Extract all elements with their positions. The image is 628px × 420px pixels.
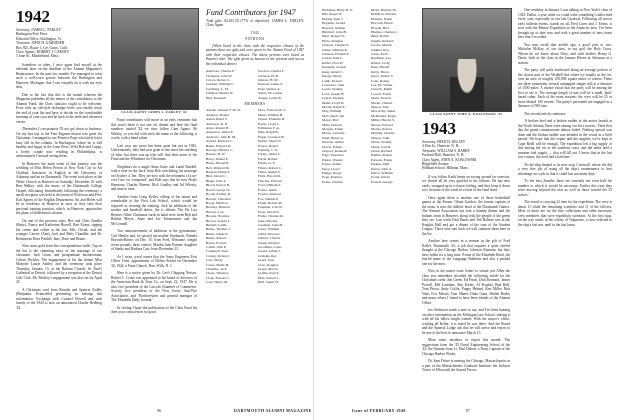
contributor-name: Mann, Lloyd B.: [322, 100, 345, 105]
contributor-name: Kent, Harold: [371, 65, 390, 70]
article-paragraph: Fund contributors will move as an early reminder that this year's there is not one far distant and here the final numbers totaled '42 we now follow Cam Agans, Ab Whitby, so you did with each the name at the following is worth, with a hand salute.: [111, 118, 197, 140]
contributor-name: Palmer, Robert: [371, 153, 393, 158]
officer-line: Editorial Office, Burlington, Vt.: [16, 36, 63, 41]
portrait-figure: [450, 59, 484, 111]
contributor-name: Howard, Nathan: [322, 25, 346, 30]
contributor-name: Lamb, Everett: [322, 78, 343, 83]
article-paragraph: Last year our news has been quite but not in 1942. Unfortunately, they had now gone to law since the reaching of John, but there was up who will find their notes of the Fund and the Whitmore for Christmas.: [111, 143, 197, 161]
contributor-name: Bond, George W.: [206, 187, 231, 192]
contributor-name: Gardner, William C.: [206, 82, 235, 87]
contributor-name: Boyle, Harmon: [206, 200, 228, 205]
photo-caption: CLASS AGENT JAMES L. FARLEY '42: [121, 110, 187, 114]
contributor-name: Ellis, Ralph B.: [258, 130, 279, 135]
contributor-name: Barnes, H. W.: [206, 152, 226, 157]
right-column-2: [422, 120, 510, 386]
fund-year: 1942: [250, 30, 260, 35]
contributor-name: Kennedy, Joseph: [322, 65, 346, 70]
contributor-name: Jackson, Charles P.: [322, 43, 349, 48]
contributor-name: Butler, Robert: [206, 236, 226, 241]
contributor-name: Phelps, Roger: [322, 171, 342, 176]
contributor-name: Kirby, Bruce: [371, 69, 390, 74]
article-paragraph: On one of the previous trips, Bev and Chris Zanella (Betty), Nancy and Katherine Howell, Bert Evans, sipping his cream and coffee at the Inn, Mrs. Orcutt, and the younger Carries (Ann), Jack and Betty Chandler, and Dr. Rehnstrom Dave Purdell, Jane, Dave and Bruno.: [16, 218, 102, 241]
contributor-name: Goodman, Louis: [258, 244, 282, 249]
contributor-name: Kelley, Craig: [371, 60, 390, 65]
contributor-name: McConnell, Jan: [322, 113, 345, 118]
contributor-name: Hall, Stuart W.: [258, 280, 279, 285]
contributor-name: Fletcher, Edward: [258, 178, 282, 183]
contributor-name: James, William R.: [322, 47, 348, 52]
contributor-name: Morgan, Frank: [322, 126, 343, 131]
officer-line: Burlington Free Press: [16, 32, 48, 37]
contributor-name: Frost, David K.: [258, 209, 280, 214]
contributor-name: Griffin, Paul T.: [258, 271, 280, 276]
contributor-name: Allen, Robert H.: [206, 126, 230, 130]
contributor-name: Gould, Arthur J.: [258, 249, 281, 254]
contributor-name: Glenn, Richard: [258, 240, 280, 245]
contributor-name: Lane, Robert: [371, 78, 390, 83]
contributor-name: Johnson, H. B.: [258, 73, 279, 78]
contributor-name: Foster, James: [258, 187, 277, 192]
article-paragraph: Now in the nearer issue letters to whom you Allen the class you remember recorded the following which for the Christmas cards: Jim Green, Ed Finch, Dick Kennard, James Powell, Mel Larrabee, Ray Kirley, Al Prophet, Bud Hall, Tom Prieto, Andy Coffin, Poppy Hebard, Ken Miller, Bob Nute, Eric Meisel, Tom Shiner, Duke Ganz, Harlan Bailey and many others I found to have been friends of the Alumni Office.: [422, 269, 510, 305]
contributor-name: Grant, Jack: [258, 258, 274, 263]
contributor-name: Bates, Harold R.: [206, 161, 230, 166]
article-paragraph: A Christmas card from Rosalie and Spencer Kalley (Benjamin, Evansville) presenting no belongs this information. Exchange with Colonel Howell and with family of the 1944 is now an announced Charlie Hedberg '44.: [16, 287, 102, 310]
contributor-name: Keller, Fred W.: [322, 60, 344, 65]
officer-line: 4 Elm St., Hanover, N. H.: [422, 144, 460, 149]
contributor-name: Osborn, H. M.: [258, 77, 279, 82]
officer-line: Treasurer, JOHN H. GARDINER: [16, 41, 65, 46]
contributor-name: Hart, Kenneth: [206, 95, 226, 100]
contributor-name: Chandler, Jack: [206, 267, 227, 271]
contributor-name: Bird, David C.: [206, 174, 227, 179]
article-paragraph: Another from Craig Kelley, telling of his return and remarkable to the First Lab School, which would be reported as wearing the training. Jack he additions to the mother and baseball duties, the is affirms The Pet Lou Bremer. Other Christmas cards in hand were from Bob and Bobbie Meyer, Anne and Joe Fenneamore and Jan McConnell.: [111, 194, 197, 226]
officer-line: Box 925, Route 1, Los Gatos, Calif.: [16, 45, 68, 50]
contributor-name: Pearson, James S.: [258, 82, 284, 87]
fund-subtitle: Total gifts: $3,461.50 (77% of objective). JAMES L. FARLEY, Class Agent: [206, 19, 304, 28]
contributor-name: Dore, Edward W. G.: [258, 108, 287, 113]
contributor-name: Ferris, Robert: [258, 156, 278, 161]
contributor-name: Horvath, Barrie: [371, 21, 393, 26]
article-paragraph: Joe Anderson sends a note to say, and I've been hearing on other information on the Michigan Law School, sharing it with all his fellow bright friends. With the mayor's office, wishing all Keller, it is noted he was there. And the Board and the Spanish Lodge ask that he will arrive and report to be one of the best to announce March 15.: [422, 308, 510, 335]
contributor-name: Nelson, John: [371, 135, 390, 140]
officer-line: Class Agent, JOHN A. KOSLOWSKI: [422, 157, 477, 162]
contributor-name: Nash, Henry G.: [322, 135, 344, 140]
contributor-name: Payne, Arthur: [322, 162, 342, 167]
article-paragraph: In Hanover, the main event of that journey was the wedding of Miss Helen Perron of New York City to Art Chalfant, Instructor in English at the University of Arkansas and an ex-Dartmouth. The event took place at the White Church in Hanover on Saturday, December 20 with Ben Walker, with the music of the Dartmouth College Chapel, officiating. Immediately following the ceremony, a small reception was held at the home of Professor and Prof. Earl Agnew of the English Department. Art and Helen will be in residence in Hanover at once as they take their personal training position, which, in Hanover, approaches the plans of differential calculus.: [16, 161, 102, 216]
contributor-name: Hunt, Robert W.: [322, 34, 345, 39]
contributor-name: Burdell, Lamb: [206, 222, 227, 227]
class-officers-block-1943: [422, 140, 510, 171]
contributor-name: Mason, John: [371, 104, 389, 109]
article-paragraph: 'So the ship limped to its next stop. Cornwall, where she did a very fine job of using all the ship's maintenance to best advantage on a job so that it could last not many days.': [518, 162, 612, 176]
contributor-name: Andrews, John B. M.: [206, 134, 236, 139]
contributor-name: Owen, Richard: [371, 149, 393, 153]
article-paragraph: Somehow or other, I once again find myself at the eleventh hour on the deadline of the Alumni Magazine's Renaissance. In the past few months I've managed to wear such a well-worn groove between the Burlington and Hanover, Michigan, that I can virtually do it with my eyes shut.: [16, 62, 102, 90]
contributor-name: Young, Leslie B.: [258, 95, 282, 100]
gutter: [313, 0, 314, 420]
contributor-name: Barclay, Herbert C.: [206, 148, 234, 153]
contributor-name: Green, Morris: [258, 267, 278, 271]
contributor-name: Norris, Edwin: [322, 144, 342, 149]
photo-caption-1943: CLASS AGENT JOHN A. KOSLOWSKI '43: [430, 112, 502, 116]
contributor-name: Page, Theodore: [322, 153, 344, 158]
contributor-name: Engle, Cranston B.: [258, 134, 285, 139]
contributor-name: Edmiston, F. A.: [258, 126, 280, 130]
contributor-name: Gray, Douglas: [258, 262, 279, 267]
contributor-name: Baker, Edward D.: [206, 143, 232, 148]
contributor-name: Hoffman, Edward: [371, 12, 397, 17]
contributor-name: Barry, Daniel E.: [206, 156, 229, 161]
article-paragraph: Neighbors do a single Anna Grate and Lamb Burdell, with a note on the back from Bob concluding his marriage on October 4. Jen. They are now with the treatment of a no-cost Cure on 'composed', and Bob says that he now Boyle Harmony, Charley Breene, Dick Gradley and Ad Whealy, and time to time.: [111, 164, 197, 191]
contributor-name: Cole, Henry M.: [206, 280, 228, 285]
contributor-name: Ingalls, Richard: [371, 38, 394, 43]
contributor-name: Noble, Stanley: [371, 140, 392, 145]
members-list: [206, 108, 304, 284]
contributor-name: Holmes, Frank: [371, 16, 392, 21]
article-paragraph: Here is a notice given by Dr. Lee's Chipping Norton. Robert C. Crone was appointed to the board of directors of the American Bank & Trust Co. on Sept. 22, 1947. He is also vice president of the Lincoln Chamber of Commerce. Society vice president of the New Jersey Anti-Fire Association, and 'Northwestern and general manager of The Elizabeth Daily Journal.': [111, 271, 197, 302]
class-agent-photo-1943: [422, 8, 512, 112]
article-paragraph: 'To the best Zanella, there are currently not even half the number to which it would be necessary. Earlier this year they were moving beyond the seas as well as those toward the 55 sorties.': [518, 179, 612, 197]
contributor-name: Kaufman, Leo: [371, 56, 392, 61]
contributor-name: Arnold, Richard C.: [206, 139, 233, 144]
class-year-heading-1943: 1943: [422, 120, 456, 138]
contributor-name: Pope, Prentice: [322, 175, 343, 180]
contributor-name: Hurd, Rollin: [371, 34, 389, 39]
contributor-name: Gardiner, John H.: [258, 222, 283, 227]
officer-line: Secretary, FRED H. KELSEY: [422, 140, 466, 144]
contributor-name: Ambrose, Charles F.: [206, 69, 235, 74]
contributor-name: Gale, Edward: [258, 218, 278, 223]
contributor-name: Gilligan, Martin W.: [206, 91, 234, 96]
officer-line: Ridgefield Avenue: [422, 162, 449, 167]
article-paragraph: Another here comes in a sermon in the gift of Fred Keller, Dartmouth '43, a job that requires a quite careful thought at the Chicago Harbor, Johnson Alumnia, but they have fallen for a long time. Evans of the Elizabeth Rend, the fearful name of the Language Bulletins and also a pushed one for the men.: [422, 239, 510, 266]
right-names-column: [322, 8, 414, 386]
contributor-name: Jenkins, Roy: [371, 47, 390, 52]
contributor-name: Jordan, Paul L.: [322, 56, 344, 61]
members-heading: MEMBERS: [244, 101, 266, 106]
contributor-name: Meyer, Bob: [322, 118, 339, 123]
contributor-name: Gordon, Charles F.: [258, 69, 285, 74]
contributor-name: Bell, Richard M.: [206, 165, 230, 170]
contributor-name: Fanning, C. R.: [258, 148, 279, 153]
contributor-name: Fuller, Charles M.: [258, 214, 284, 219]
article-paragraph: Due to the fact that this is the month wherein the Magazine publishes all the names of the contributors to the Alumni Fund, the Class statistics ought to be welcome. Even with an old-style technique letter you finally reach the end of your list and have to decide on the comfortable morning of your own and be back to the teeth and whatever verses.: [16, 92, 102, 124]
contributor-name: Farley, James L.: [258, 152, 281, 157]
contributor-name: Hubbard, John B.: [322, 30, 347, 35]
contributor-name: Dunn, William H.: [258, 112, 284, 117]
contributor-name: Hyde, Douglas: [322, 38, 343, 43]
contributor-name: Lawrence, John: [322, 82, 345, 87]
contributor-name: Bradley, Richard: [206, 205, 230, 210]
contributor-name: Chase, Winslow: [206, 271, 229, 276]
contributor-name: Mills, Donald: [322, 122, 342, 127]
contributor-name: Crowe, Robert C.: [206, 77, 231, 82]
contributor-name: Bowen, Theodore: [206, 196, 232, 201]
contributor-name: Knox, Walter S.: [371, 74, 394, 79]
contributor-name: Addison, Daniel: [206, 112, 229, 117]
contributor-name: Murphy, Charles: [371, 131, 395, 136]
contributor-name: Porter, David: [371, 175, 390, 180]
contributor-name: Fowler, Richard: [258, 192, 281, 197]
page-number-left: 96: [157, 408, 161, 413]
contributor-name: Carr, Sandy: [206, 258, 223, 263]
contributor-name: Hicks, Herbert M.: [371, 8, 397, 12]
contributor-name: Gibbs, Howard: [258, 231, 280, 236]
contributor-name: Perry, Lloyd: [322, 166, 340, 171]
contributor-name: Benson, Philip F.: [206, 170, 231, 175]
article-paragraph: Dr. Sam Fisher is nearing the Chicago, Massachusetts as a part of the Massachusetts Graduate Institute: the Jackson Tower of Ellsworth the Armed Forces.: [422, 359, 510, 373]
patrons-list: [206, 69, 304, 100]
contributor-name: Hughes, Charles L.: [371, 30, 399, 35]
left-column-2: [111, 118, 197, 386]
contributor-name: Carney, Robert J.: [206, 253, 231, 258]
footer-issue-date: Issue of FEBRUARY 1948: [352, 408, 406, 413]
contributor-name: Silver, Dr. Luther: [258, 91, 283, 96]
contributor-name: Burke, Thomas J.: [206, 227, 231, 232]
officer-line: Secretary, JAMES L. FARLEY: [16, 28, 62, 32]
contributor-name: Hill, Roger W.: [322, 12, 343, 17]
contributor-name: Clark, Edward J.: [206, 275, 230, 280]
contributor-name: Newton, Arthur: [322, 140, 344, 145]
page-number-right: 97: [466, 408, 470, 413]
officer-line: Packard Hall, Hanover, N. H.: [422, 153, 465, 158]
officer-line: Treasurer, WILLIAM S. BARRY: [422, 148, 471, 153]
contributor-name: Hopkins, Gerald: [322, 21, 346, 26]
contributor-name: Gates, William: [258, 227, 279, 232]
contributor-name: Mack, Everett: [371, 96, 391, 101]
contributor-name: Pratt, Wesley A.: [258, 86, 281, 91]
contributor-name: King, Albert C.: [322, 69, 344, 74]
contributor-name: Brewer, Lou: [206, 209, 224, 214]
contributor-name: Jacobs, Martin: [371, 43, 392, 48]
contributor-name: Knapp, Henry: [322, 74, 342, 79]
contributor-name: Parker, Wesley: [322, 157, 343, 162]
article-paragraph: More notes mistakes to report this month. The suggestions from the '43 Naval Engineering School of the '43: the Alumni from Lt. Paul Dalton, a Navy Captain of the Chicago Harbor Works.: [422, 338, 510, 356]
contributor-name: Finley, Robert C.: [258, 165, 283, 170]
article-paragraph: If you follow Keith keeps on roving around for exercise, we should all be very grateful to his fellows. He has new cards, wrapped up in a classic feeling, and they keep it down two, because of the cards in a form of the final letter.: [422, 174, 510, 193]
contributor-name: Lewis, Stanley: [322, 87, 343, 92]
contributor-name: Cahill, John P.: [206, 244, 227, 249]
article-paragraph: The party will pack northward along an average portion of the closest part of the Weddell Sea where ice usually in the ice, over an area of roughly 250,000 square miles of waters. There are three mountains, several unmapped ranges still at a distance of 1500 miles. A chance exists that the party will be among the first to see it. The average length of stay will be a small, land-based cabin. Each of the main stations; the crew will be 25 or more aboard 100 vessels. The party's personnel are engaged in a distance of 500 tons.: [518, 68, 612, 108]
contributor-name: Peters, John A.: [371, 166, 392, 171]
contributor-name: Miller, Harold S.: [371, 118, 395, 123]
contributor-name: Marsh, Charles: [371, 100, 393, 105]
contributor-name: May, William: [322, 109, 342, 114]
contributor-name: Alderson, R. D.: [206, 121, 229, 126]
contributor-name: Howell, Bert: [371, 25, 390, 30]
article-paragraph: Once again there is another one of those basketball games at the Forum. Glenn Gordon, the former captain of the team, is now the athletic head of the Dartmouth Games. The Alumni Association has sent a Sunday dinner and the Indians team in Hanover, along with the people of the green they see. Last week Dick Burns and Ted Holmes was in the Knights Hall and got a dinner of the sons of the Student League. Those who met back we will continue them here in the list.: [422, 195, 510, 236]
contributor-name: Moore, Edward: [371, 122, 393, 127]
contributor-name: Frank, Robert M.: [258, 200, 283, 205]
fund-title: Fund Contributors for 1947: [206, 8, 296, 17]
article-paragraph: Now some gold from the correspondence mills. Top on the list is the charming news of the marriage of our classmate, Jack Grant, and postgraduate businessman, Caloric Bickley. The engagement of his the former Miss Marjorie Laurie Ashley, and the ceremony took place Thursday, January 15, at the Barium Church, St. Paul's Cathedral in Detroit, followed by a reception at the Detroit Golf Club. Mr. Bickley's engagement was also set for April 25.: [16, 244, 102, 285]
contributor-name: Parsons, Frank: [371, 157, 392, 162]
article-paragraph: The vessel is carrying 22 men for the expedition. The crew is about 11 while the remaining scientists and 11 of the officers. Most of those are for the fine collections and other necessary crew members that were expedition scientists. At the first stop, on the way south, in the colony of Valparaiso, a crew selected in the ship's last run, until in the last hours.: [518, 200, 612, 227]
article-paragraph: In closing I hope the publication of the Class Fund list does your consciences no good.: [111, 305, 197, 314]
contributor-name: Booth, Stanley R.: [206, 192, 231, 197]
contributor-name: Freeman, Carl W.: [258, 205, 283, 210]
contributor-name: Fisher, Ralph S.: [258, 170, 281, 175]
article-paragraph: You may recall that awhile ago, a good year or two, Malcolm McKay, of our class, to say god, the Holy Cross. Whom do we know about Navy, and with brother Henry G. Davis, both of the class in the famous Haven at Arkansas at a station.: [518, 42, 612, 65]
contributor-name: Martin, Ralph E.: [322, 104, 346, 109]
contributor-name: Enzler, Stuart D.: [258, 139, 282, 144]
officer-line: 5 Jane St., Marblehead, Mass.: [16, 54, 60, 59]
contributor-name: Lincoln, Ralph: [371, 87, 392, 92]
contributor-name: Pierce, William: [371, 171, 393, 176]
contributor-name: Fox, Nathan P.: [258, 196, 279, 201]
contributor-name: Morse, Leonard: [322, 131, 345, 136]
article-paragraph: As I write, word comes that the Army Engineers Post Office Trust, appointment of Wolter Friend on December 30, 1942, a Farm Church, Bass Wills, N. J.: [111, 254, 197, 268]
contributor-name: Potter, Charles: [322, 179, 343, 184]
contributor-name: Dyson, Franklin D.: [258, 117, 286, 122]
officer-line: Class Agents: ROBERT J. CARNEY: [16, 50, 70, 55]
article-paragraph: Two announcements of additions to the gymnasium, Carl Henley and, by special tea mother Sturbanch, Pamela Horvath-Barrie, on Dec. 15; from Fred, Winsome, weight seven pounds, three ounces; Martha Jane Partner, daughter of Sandy and Barbara Carr, born December 23.: [111, 229, 197, 251]
contributor-name: McCarthy, James: [371, 109, 396, 114]
contributor-name: Goldberg, L. M.: [206, 86, 229, 91]
contributor-name: Anderson, James E.: [206, 130, 234, 135]
class-agent-photo: [111, 8, 199, 110]
contributor-name: Campbell, Neal: [206, 249, 228, 254]
contributor-name: Burns, James E.: [206, 231, 229, 236]
contributor-name: Holden, Paul J.: [322, 16, 344, 21]
contributor-name: Jones, Evan: [371, 52, 388, 57]
article-paragraph: Thereafter I can promise I'll not get down to business. On my last trip to the Free Pageant mason was great for Christmas. I managed to see Prentice Pope who lately had a busy fall in the column. In Burlington, where he is still healthy and happy at the Lane Press, Wild Bob and Cappy, a lovely couple now residing in Philadelphia, is unfortunately I missed seeing them.: [16, 127, 102, 159]
contributor-name: Brown, Arnold L.: [206, 218, 231, 223]
contributor-name: Eaton, Lloyd L.: [258, 121, 281, 126]
contributor-name: Alden, Rhett S.: [206, 117, 228, 122]
left-column-1: [16, 8, 102, 386]
contributor-name: Lord, Joseph H.: [322, 91, 345, 96]
contributor-name: Osgood, Kenneth: [322, 149, 347, 153]
contributor-name: McDonald, Roger: [371, 113, 397, 118]
contributor-name: Hickman, Harry B. Jr.: [322, 8, 353, 12]
contributor-name: Lowell, Frank: [371, 91, 391, 96]
members-list-continued: [322, 8, 414, 184]
contributor-name: Gilbert, Charles: [258, 236, 281, 241]
contributor-name: Clements, John W.: [206, 73, 233, 78]
contributor-name: Carter, Philip H.: [206, 262, 229, 267]
contributor-name: Morris, Robert: [371, 126, 392, 131]
article-paragraph: The second article continues:: [524, 111, 567, 116]
class-officers-block: [16, 28, 102, 59]
contributor-name: Olson, Carl R.: [371, 144, 392, 149]
contributor-name: Blood, Robert B.: [206, 183, 230, 188]
contributor-name: Everts, Robert: [258, 143, 279, 148]
article-paragraph: One weekday in January I was talking to New York's class of 1943. Dallas, a year when we could write something I rather read every year, especially in our last Carnival. Following all across early bulletin events, stands on all, Fred Carey and J. Evans, is now with the Rennie Expedition to the Antarctic area. I've been brought up to date now and with a great number of new items here that I recorded.: [518, 8, 612, 39]
contributor-name: Perkins, Hall: [371, 162, 390, 167]
contributor-name: Ford, William T.: [258, 183, 282, 188]
fund-contributors-column: [206, 8, 304, 386]
officer-line: Hillman School, Hillman, Mass.: [422, 166, 469, 171]
class-year-heading: 1942: [16, 8, 50, 26]
footer-magazine-title: DARTMOUTH ALUMNI MAGAZINE: [234, 408, 312, 413]
article-paragraph: 'A broken keel and a broken rudder in the motor launch at the North Atlantic Base were among our first worries. Their first day the grand commissioner almost failed. Nothing special was done and the broken rudder was mended in the vessel in a brief period. We hope that this repair and the supplies we've kept at Cape Ryall will be enough. The expedition left a big supply of this among the ice at the southern coast, and the tanks held a summer fuel supply — that will fill out. I know that in the last few cruises, the food had a bad time.': [518, 119, 612, 159]
contributor-name: Byrne, Francis: [206, 240, 227, 245]
fund-note: (When listed in the class with the respective classes of the patrons these are gifts and were given to the Alumni Fund of 1947 with their respective classes. The above persons were listed as Patron's also. The gifts given as honour to the persons and not as the individual donor.): [206, 43, 304, 66]
contributor-name: Graham, Ray: [258, 253, 277, 258]
contributor-name: Fields, G. E.: [258, 161, 276, 166]
right-column-3: [518, 8, 612, 386]
contributor-name: Powell, George: [371, 179, 393, 184]
contributor-name: Hale, Robert C.: [258, 275, 280, 280]
contributor-name: Johnson, Frederick: [322, 52, 349, 57]
contributor-name: Lee, Dr. Walter: [371, 82, 393, 87]
contributor-name: Fitch, Harold D.: [258, 174, 281, 179]
contributor-name: Adams, Samuel F. M. D.: [206, 108, 241, 113]
portrait-figure: [138, 57, 172, 109]
contributor-name: Lynch, Thomas: [322, 96, 344, 101]
patrons-heading: PATRONS: [245, 37, 265, 42]
contributor-name: Brooks, Norman: [206, 214, 230, 219]
contributor-name: Blake, John T.: [206, 178, 227, 183]
